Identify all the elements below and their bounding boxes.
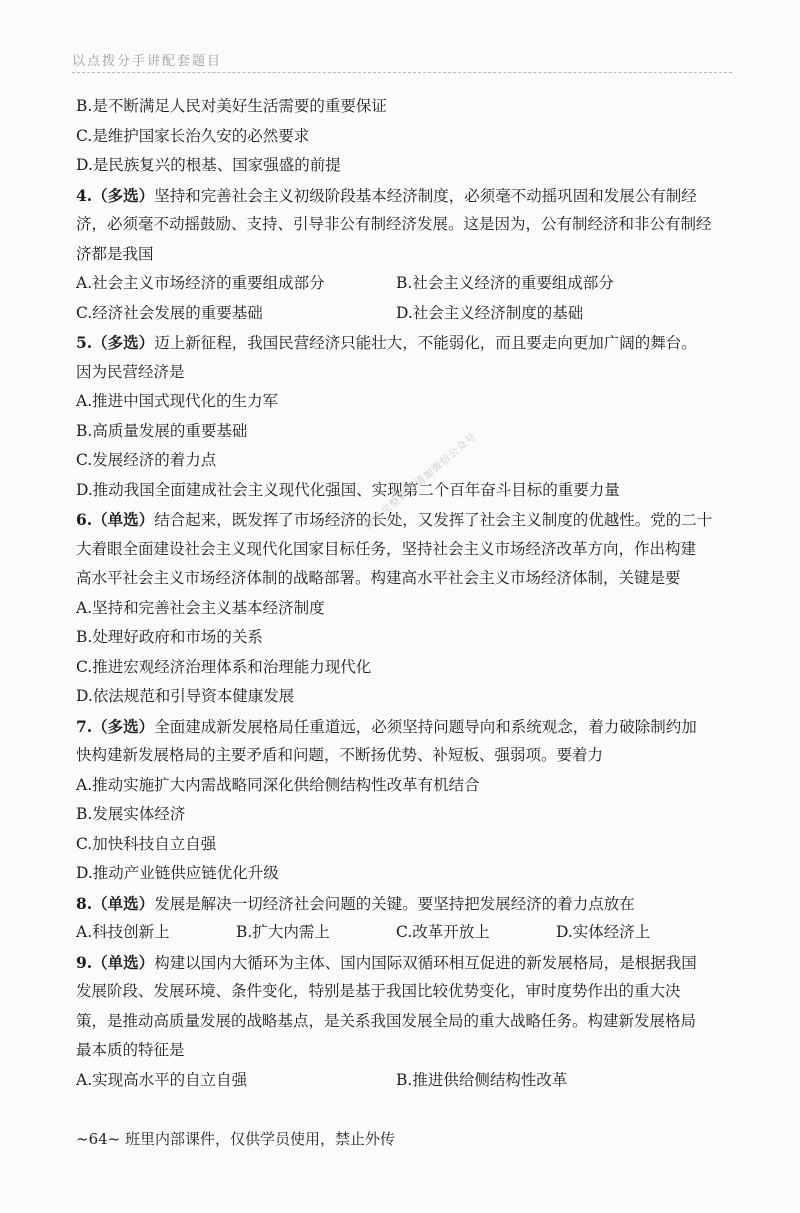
line-text: C.发展经济的着力点: [76, 451, 217, 469]
question-number: 9.（单选）: [76, 952, 155, 972]
text-line: [76, 92, 736, 122]
option: B.扩大内需上: [236, 923, 330, 941]
question-number: 7.（多选）: [76, 716, 155, 736]
text-line: [76, 771, 736, 801]
text-line: [76, 948, 736, 978]
line-text: 快构建新发展格局的主要矛盾和问题，不断扬优势、补短板、强弱项。要着力: [76, 746, 604, 764]
question-number: 8.（单选）: [76, 893, 155, 913]
line-text: 因为民营经济是: [76, 362, 185, 381]
text-line: [76, 328, 736, 358]
option: A.社会主义市场经济的重要组成部分: [76, 274, 325, 292]
option: B.推进供给侧结构性改革: [396, 1070, 568, 1089]
option: A.实现高水平的自立自强: [76, 1070, 248, 1089]
line-text: B.发展实体经济: [76, 805, 186, 823]
question-stem: 构建以国内大循环为主体、国内国际双循环相互促进的新发展格局，是根据我国: [154, 953, 697, 972]
line-text: C.推进宏观经济治理体系和治理能力现代化: [76, 657, 372, 676]
text-line: [76, 889, 736, 919]
text-line: [76, 712, 736, 742]
text-line: [76, 181, 736, 211]
question-stem: 迈上新征程，我国民营经济只能壮大，不能弱化，而且要走向更加广阔的舞台。: [154, 334, 697, 352]
line-text: A.推进中国式现代化的生力军: [76, 392, 279, 410]
header-divider: [72, 72, 732, 73]
question-number: 4.（多选）: [76, 185, 155, 205]
text-line: [76, 387, 736, 417]
option: D.实体经济上: [556, 923, 651, 941]
line-text: A.坚持和完善社会主义基本经济制度: [76, 598, 325, 617]
text-line: [76, 505, 736, 535]
line-text: 大着眼全面建设社会主义现代化国家目标任务，坚持社会主义市场经济改革方向，作出构建: [76, 539, 697, 558]
text-line: [76, 210, 736, 240]
text-line: [76, 1036, 736, 1066]
option: C.经济社会发展的重要基础: [76, 303, 263, 322]
text-line: [76, 653, 736, 683]
option: A.科技创新上: [76, 923, 170, 941]
line-text: D.推动产业链供应链优化升级: [76, 864, 279, 882]
question-stem: 结合起来，既发挥了市场经济的长处，又发挥了社会主义制度的优越性。党的二十: [154, 511, 713, 529]
line-text: 济，必须毫不动摇鼓励、支持、引导非公有制经济发展。这是因为，公有制经济和非公有制经: [76, 215, 712, 233]
text-line: [76, 122, 736, 152]
text-line: [76, 859, 736, 889]
text-line: [76, 535, 736, 565]
line-text: 策，是推动高质量发展的战略基点，是关系我国发展全局的重大战略任务。构建新发展格局: [76, 1011, 697, 1030]
text-line: [76, 682, 736, 712]
text-line: [76, 446, 736, 476]
text-line: [76, 918, 736, 948]
line-text: A.推动实施扩大内需战略同深化供给侧结构性改革有机结合: [76, 775, 480, 794]
text-line: [76, 269, 736, 299]
option: B.社会主义经济的重要组成部分: [396, 274, 614, 292]
text-line: [76, 623, 736, 653]
question-stem: 坚持和完善社会主义初级阶段基本经济制度，必须毫不动摇巩固和发展公有制经: [154, 186, 697, 205]
line-text: D.是民族复兴的根基、国家强盛的前提: [76, 156, 341, 174]
line-text: 高水平社会主义市场经济体制的战略部署。构建高水平社会主义市场经济体制，关键是要: [76, 569, 681, 587]
text-line: [76, 800, 736, 830]
line-text: 济都是我国: [76, 244, 154, 263]
line-text: 发展阶段、发展环境、条件变化，特别是基于我国比较优势变化，审时度势作出的重大决: [76, 982, 681, 1000]
text-line: [76, 1007, 736, 1037]
text-line: [76, 594, 736, 624]
option: C.改革开放上: [396, 923, 490, 941]
line-text: D.推动我国全面建成社会主义现代化强国、实现第二个百年奋斗目标的重要力量: [76, 480, 620, 499]
page-footer: ~64~ 班里内部课件，仅供学员使用，禁止外传: [76, 1130, 395, 1148]
text-line: [76, 564, 736, 594]
line-text: 最本质的特征是: [76, 1041, 185, 1059]
text-line: [76, 417, 736, 447]
line-text: D.依法规范和引导资本健康发展: [76, 687, 295, 705]
text-line: [76, 240, 736, 270]
line-text: B.是不断满足人民对美好生活需要的重要保证: [76, 97, 387, 115]
question-number: 6.（单选）: [76, 510, 155, 529]
line-text: C.加快科技自立自强: [76, 834, 217, 853]
line-text: C.是维护国家长治久安的必然要求: [76, 126, 310, 145]
text-line: [76, 358, 736, 388]
option: D.社会主义经济制度的基础: [396, 303, 584, 322]
question-stem: 发展是解决一切经济社会问题的关键。要坚持把发展经济的着力点放在: [154, 894, 635, 913]
line-text: B.处理好政府和市场的关系: [76, 628, 263, 646]
text-line: [76, 1066, 736, 1096]
text-line: [76, 977, 736, 1007]
question-number: 5.（多选）: [76, 333, 155, 352]
text-line: [76, 299, 736, 329]
watermark: 提供完整资料请加微信公众号: [362, 431, 480, 532]
text-line: [76, 741, 736, 771]
question-content: [76, 92, 736, 1095]
text-line: [76, 830, 736, 860]
text-line: [76, 151, 736, 181]
page-header: 以点拨分手讲配套题目: [72, 54, 223, 69]
question-stem: 全面建成新发展格局任重道远，必须坚持问题导向和系统观念，着力破除制约加: [154, 717, 697, 736]
line-text: B.高质量发展的重要基础: [76, 421, 248, 440]
